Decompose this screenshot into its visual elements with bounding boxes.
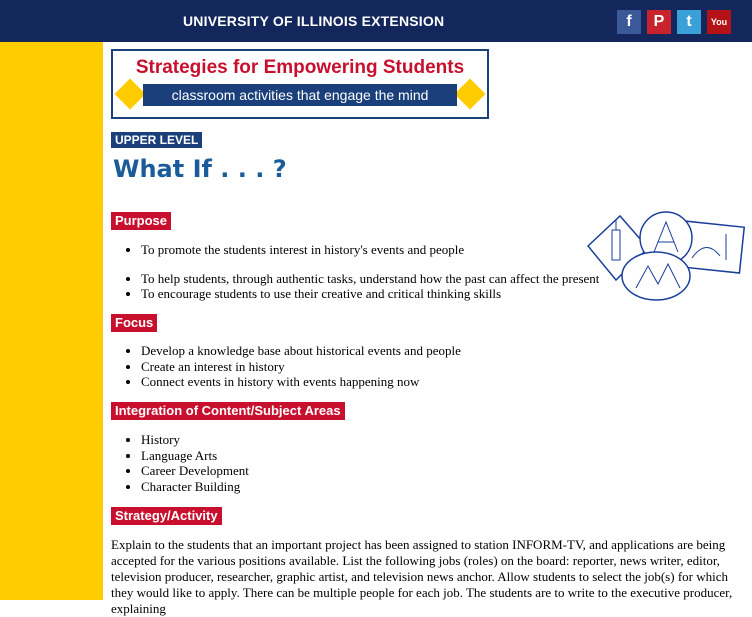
list-item: • To encourage students to use their creative and critical thinking skills bbox=[141, 286, 599, 302]
list-item: • Career Development bbox=[141, 463, 249, 479]
level-badge: UPPER LEVEL bbox=[111, 132, 202, 148]
integration-list bbox=[111, 432, 249, 494]
strategies-banner bbox=[111, 49, 489, 119]
left-yellow-sidebar bbox=[0, 42, 103, 600]
twitter-icon[interactable]: t bbox=[677, 10, 701, 34]
list-item: • Create an interest in history bbox=[141, 359, 461, 375]
diamond-right-icon bbox=[454, 78, 485, 109]
pinterest-icon[interactable]: P bbox=[647, 10, 671, 34]
focus-list bbox=[111, 343, 461, 390]
list-item: • Character Building bbox=[141, 479, 249, 495]
top-header-bar bbox=[0, 0, 752, 42]
page-title: What If . . . ? bbox=[113, 155, 287, 183]
diamond-left-icon bbox=[114, 78, 145, 109]
banner-title: Strategies for Empowering Students bbox=[135, 57, 465, 78]
integration-heading: Integration of Content/Subject Areas bbox=[111, 402, 345, 420]
strategy-heading: Strategy/Activity bbox=[111, 507, 222, 525]
list-item: • Connect events in history with events happening now bbox=[141, 374, 461, 390]
focus-heading: Focus bbox=[111, 314, 157, 332]
purpose-heading: Purpose bbox=[111, 212, 171, 230]
site-title[interactable]: UNIVERSITY OF ILLINOIS EXTENSION bbox=[183, 13, 445, 29]
list-item: • Language Arts bbox=[141, 448, 249, 464]
facebook-icon[interactable]: f bbox=[617, 10, 641, 34]
strategy-paragraph: Explain to the students that an important project has been assigned to station INFORM-TV, and applications are being accepted for the various positions available. List the following jobs (roles) on the board: reporter, news writer, editor, television producer, researcher, graphic artist, and television news anchor. Allow students to select the job(s) for which they would like to apply. There can be multiple people for each job. The students are to write to the executive producer, explaining bbox=[111, 537, 733, 616]
list-item: • To help students, through authentic tasks, understand how the past can affect the present bbox=[141, 271, 599, 287]
purpose-list bbox=[111, 242, 599, 302]
list-item: • Develop a knowledge base about historical events and people bbox=[141, 343, 461, 359]
banner-subtitle: classroom activities that engage the mind bbox=[143, 84, 457, 106]
list-item: • To promote the students interest in history's events and people bbox=[141, 242, 599, 258]
youtube-icon[interactable]: You bbox=[707, 10, 731, 34]
postcards-illustration-icon bbox=[586, 208, 746, 304]
list-item: • History bbox=[141, 432, 249, 448]
